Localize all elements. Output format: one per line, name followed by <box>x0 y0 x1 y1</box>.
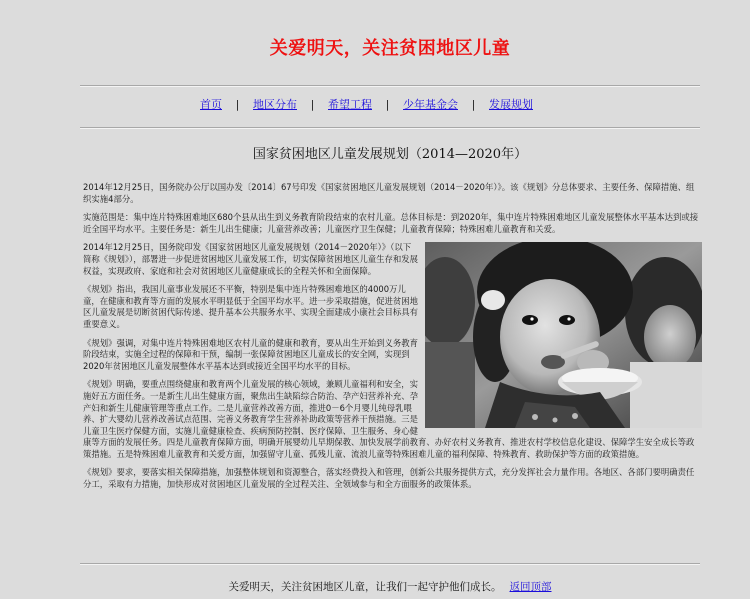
article-paragraph: 实施范围是：集中连片特殊困难地区680个县从出生到义务教育阶段结束的农村儿童。总体目标是：到2020年，集中连片特殊困难地区儿童发展整体水平基本达到或接近全国平均水平。主要任务是：新生儿出生健康；儿童营养改善；儿童医疗卫生保健；儿童教育保障；特殊困难儿童教育和关爱。 <box>83 212 699 234</box>
nav-separator: | <box>235 98 240 111</box>
footer <box>0 579 750 594</box>
nav-link-development-plan[interactable]: 发展规划 <box>489 98 533 111</box>
article-paragraph: 《规划》要求，要落实相关保障措施，加强整体规划和资源整合，落实经费投入和管理，创新公共服务提供方式，充分发挥社会力量作用。各地区、各部门要明确责任分工，采取有力措施，加快形成对贫困地区儿童发展的全过程关注、全领域参与和全方面服务的政策体系。 <box>83 467 695 490</box>
nav-divider <box>80 127 700 129</box>
article-title: 国家贫困地区儿童发展规划（2014—2020年） <box>252 147 528 162</box>
nav-separator: | <box>471 98 476 111</box>
child-eating-photo <box>425 242 702 428</box>
article-paragraph: 2014年12月25日，国务院印发《国家贫困地区儿童发展规划（2014－2020年）》（以下简称《规划》），部署进一步促进贫困地区儿童发展工作，切实保障贫困地区儿童生存和发展权益，实现政府、家庭和社会对贫困地区儿童健康成长的全程关怀和全面保障。 <box>83 242 418 276</box>
main-nav <box>200 96 533 112</box>
nav-separator: | <box>385 98 390 111</box>
nav-separator: | <box>310 98 315 111</box>
header-divider <box>80 85 700 87</box>
footer-divider <box>80 563 700 565</box>
nav-link-hope-project[interactable]: 希望工程 <box>328 98 372 111</box>
article-body <box>83 182 702 498</box>
footer-text: 关爱明天，关注贫困地区儿童，让我们一起守护他们成长。 <box>228 581 502 593</box>
nav-link-youth-foundation[interactable]: 少年基金会 <box>403 98 458 111</box>
article-paragraph: 2014年12月25日，国务院办公厅以国办发〔2014〕67号印发《国家贫困地区儿童发展规划（2014－2020年）》。该《规划》分总体要求、主要任务、保障措施、组织实施4部分。 <box>83 182 695 204</box>
nav-link-home[interactable]: 首页 <box>200 98 222 111</box>
nav-link-regions[interactable]: 地区分布 <box>253 98 297 111</box>
article-paragraph: 《规划》强调，对集中连片特殊困难地区农村儿童的健康和教育，要从出生开始到义务教育阶段结束，实施全过程的保障和干预，编制一张保障贫困地区儿童成长的安全网，实现到2020年贫困地区儿童发展整体水平基本达到或接近全国平均水平的目标。 <box>83 337 418 371</box>
site-title: 关爱明天，关注贫困地区儿童 <box>269 38 511 59</box>
article-paragraph: 《规划》指出，我国儿童事业发展还不平衡，特别是集中连片特殊困难地区的4000万儿童，在健康和教育等方面的发展水平明显低于全国平均水平。进一步采取措施，促进贫困地区儿童发展是切断贫困代际传递、提升基本公共服务水平、实现全面建成小康社会目标具有重要意义。 <box>83 284 418 329</box>
article-paragraph: 《规划》明确，要重点围绕健康和教育两个儿童发展的核心领域，兼顾儿童福利和安全，实施好五方面任务。一是新生儿出生健康方面，聚焦出生缺陷综合防治、孕产妇营养补充、孕产妇和新生儿健康管理等重点工作。二是儿童营养改善方面，推进0－6个月婴儿纯母乳喂养、扩大婴幼儿营养改善试点范围、完善义务教育学生营养补助政策等营养干预措施。三是儿童卫生医疗保健方面，实施儿童健康检查、疾病预防控制、医疗保障、卫生服务、身心健康等方面的发展任务。四是儿童教育保障方面，明确开展婴幼儿早期保教、加快发展学前教育、办好农村义务教育、推进农村学校信息化建设、保障学生安全成长等政策措施。五是特殊困难儿童教育和关爱方面，加强留守儿童、孤残儿童、流浪儿童等特殊困难儿童的福利保障、特殊教育、救助保护等方面的政策措施。 <box>83 379 695 459</box>
back-to-top-link[interactable]: 返回顶部 <box>509 581 552 593</box>
